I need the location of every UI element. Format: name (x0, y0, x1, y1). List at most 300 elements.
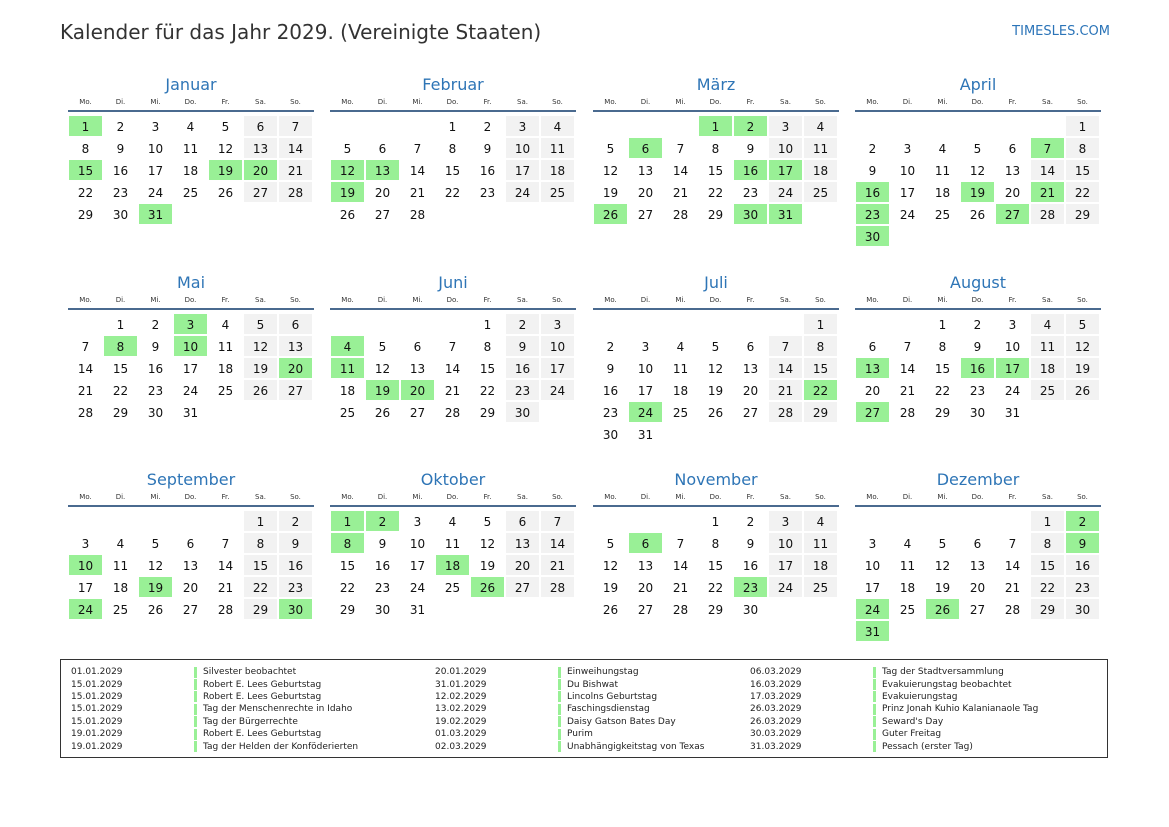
day-cell: 26 (339, 208, 356, 222)
legend-holiday-name: Evakuierungstag beobachtet (882, 679, 1012, 690)
day-cell: 21 (444, 384, 461, 398)
empty-cell (890, 115, 925, 137)
day-cell: 5 (243, 313, 278, 335)
day-cell: 21 (77, 384, 94, 398)
legend-holiday-name: Robert E. Lees Geburtstag (203, 691, 322, 702)
day-cell: 18 (540, 159, 575, 181)
month-2 (330, 75, 576, 225)
day-cell: 6 (746, 340, 755, 354)
day-cell: 12 (243, 335, 278, 357)
day-cell: 10 (505, 137, 540, 159)
day-cell: 17 (409, 559, 426, 573)
legend-color-marker (194, 729, 197, 740)
holiday-day-cell: 16 (855, 181, 890, 203)
legend-color-marker (558, 679, 561, 690)
weekday-label: Di. (902, 98, 913, 106)
day-cell: 20 (637, 581, 654, 595)
day-cell: 3 (768, 510, 803, 532)
day-cell: 25 (182, 186, 199, 200)
day-cell: 7 (676, 537, 685, 551)
day-cell: 15 (444, 164, 461, 178)
day-cell: 13 (243, 137, 278, 159)
empty-cell (365, 313, 400, 335)
holiday-day-cell: 20 (243, 159, 278, 181)
day-cell: 26 (602, 603, 619, 617)
day-cell: 30 (1065, 598, 1100, 620)
weekday-label: Do. (971, 98, 984, 106)
day-cell: 16 (742, 559, 759, 573)
legend-row (750, 691, 1038, 703)
day-cell: 11 (934, 164, 951, 178)
day-cell: 3 (1008, 318, 1017, 332)
holiday-day-cell: 20 (400, 379, 435, 401)
legend-color-marker (194, 716, 197, 727)
day-cell: 17 (77, 581, 94, 595)
day-cell: 9 (746, 537, 755, 551)
day-cell: 2 (746, 515, 755, 529)
day-cell: 27 (505, 576, 540, 598)
weekday-label: Fr. (483, 296, 492, 304)
legend-color-marker (873, 691, 876, 702)
day-cell: 12 (479, 537, 496, 551)
day-cell: 9 (116, 142, 125, 156)
day-cell: 10 (899, 164, 916, 178)
empty-cell (663, 115, 698, 137)
day-grid (855, 510, 1100, 642)
day-cell: 30 (505, 401, 540, 423)
day-grid (593, 115, 838, 225)
day-cell: 11 (182, 142, 199, 156)
day-cell: 23 (278, 576, 313, 598)
holiday-day-cell: 24 (628, 401, 663, 423)
legend-date: 19.02.2029 (435, 716, 487, 727)
day-cell: 27 (182, 603, 199, 617)
day-cell: 6 (973, 537, 982, 551)
day-cell: 1 (1030, 510, 1065, 532)
day-cell: 28 (444, 406, 461, 420)
weekday-label: Mi. (937, 98, 948, 106)
day-cell: 4 (540, 115, 575, 137)
legend-color-marker (194, 691, 197, 702)
day-cell: 2 (868, 142, 877, 156)
day-cell: 22 (707, 581, 724, 595)
day-cell: 15 (1065, 159, 1100, 181)
day-cell: 6 (868, 340, 877, 354)
day-cell: 23 (969, 384, 986, 398)
empty-cell (855, 313, 890, 335)
legend-date: 15.01.2029 (71, 704, 123, 715)
legend-holiday-name: Tag der Menschenrechte in Idaho (203, 704, 353, 715)
day-cell: 23 (602, 406, 619, 420)
legend-color-marker (558, 691, 561, 702)
month-1 (68, 75, 314, 225)
month-7 (593, 273, 839, 445)
day-cell: 24 (899, 208, 916, 222)
holiday-day-cell: 10 (68, 554, 103, 576)
weekday-label: Mo. (79, 493, 92, 501)
weekday-label: Do. (709, 296, 722, 304)
weekday-header (593, 294, 839, 310)
day-cell: 2 (278, 510, 313, 532)
legend-date: 31.01.2029 (435, 679, 487, 690)
day-cell: 9 (973, 340, 982, 354)
day-cell: 9 (505, 335, 540, 357)
weekday-label: So. (552, 493, 563, 501)
day-cell: 18 (217, 362, 234, 376)
day-cell: 17 (505, 159, 540, 181)
day-cell: 18 (112, 581, 129, 595)
day-cell: 27 (637, 603, 654, 617)
weekday-label: Do. (446, 98, 459, 106)
weekday-label: Fr. (746, 493, 755, 501)
day-cell: 3 (903, 142, 912, 156)
day-cell: 17 (182, 362, 199, 376)
day-cell: 4 (903, 537, 912, 551)
day-cell: 10 (637, 362, 654, 376)
day-cell: 7 (221, 537, 230, 551)
weekday-label: Mi. (937, 296, 948, 304)
day-cell: 15 (243, 554, 278, 576)
day-cell: 14 (1004, 559, 1021, 573)
holiday-day-cell: 22 (803, 379, 838, 401)
day-cell: 8 (243, 532, 278, 554)
legend-holiday-name: Seward's Day (882, 716, 944, 727)
legend-row (750, 716, 1038, 728)
holiday-day-cell: 30 (278, 598, 313, 620)
day-cell: 9 (483, 142, 492, 156)
day-cell: 7 (903, 340, 912, 354)
holiday-day-cell: 3 (173, 313, 208, 335)
day-cell: 13 (742, 362, 759, 376)
day-cell: 26 (243, 379, 278, 401)
day-cell: 7 (540, 510, 575, 532)
legend-row (71, 666, 358, 678)
day-cell: 24 (182, 384, 199, 398)
legend-date: 26.03.2029 (750, 704, 802, 715)
legend-date: 30.03.2029 (750, 729, 802, 740)
day-cell: 28 (672, 208, 689, 222)
day-cell: 8 (483, 340, 492, 354)
day-grid (593, 510, 838, 620)
day-cell: 1 (243, 510, 278, 532)
weekday-label: So. (1077, 98, 1088, 106)
holiday-day-cell: 11 (330, 357, 365, 379)
day-cell: 11 (112, 559, 129, 573)
weekday-label: Fr. (221, 493, 230, 501)
month-12 (855, 470, 1101, 642)
month-name: März (696, 75, 736, 94)
legend-holiday-name: Tag der Stadtversammlung (882, 667, 1004, 678)
weekday-label: Fr. (221, 98, 230, 106)
day-cell: 30 (112, 208, 129, 222)
day-cell: 28 (278, 181, 313, 203)
day-cell: 22 (707, 186, 724, 200)
day-cell: 23 (1065, 576, 1100, 598)
holiday-day-cell: 31 (138, 203, 173, 225)
legend-holiday-name: Daisy Gatson Bates Day (567, 716, 676, 727)
day-cell: 31 (1004, 406, 1021, 420)
day-cell: 13 (1004, 164, 1021, 178)
day-cell: 28 (672, 603, 689, 617)
empty-cell (68, 510, 103, 532)
empty-cell (768, 313, 803, 335)
day-cell: 16 (112, 164, 129, 178)
day-cell: 16 (278, 554, 313, 576)
day-cell: 4 (221, 318, 230, 332)
day-cell: 31 (637, 428, 654, 442)
legend-date: 17.03.2029 (750, 691, 802, 702)
weekday-label: Fr. (483, 98, 492, 106)
day-cell: 2 (505, 313, 540, 335)
day-cell: 2 (151, 318, 160, 332)
legend-row (750, 703, 1038, 715)
day-cell: 27 (409, 406, 426, 420)
day-cell: 3 (81, 537, 90, 551)
legend-color-marker (194, 704, 197, 715)
empty-cell (330, 313, 365, 335)
weekday-label: Di. (902, 493, 913, 501)
day-cell: 6 (413, 340, 422, 354)
weekday-header (855, 491, 1101, 507)
weekday-label: Mi. (412, 296, 423, 304)
month-name: August (950, 273, 1006, 292)
day-cell: 3 (151, 120, 160, 134)
day-cell: 29 (1030, 598, 1065, 620)
holiday-legend (60, 659, 1108, 758)
day-cell: 27 (278, 379, 313, 401)
legend-row (435, 703, 704, 715)
day-cell: 10 (540, 335, 575, 357)
weekday-label: Di. (640, 296, 651, 304)
day-cell: 13 (278, 335, 313, 357)
month-4 (855, 75, 1101, 247)
legend-holiday-name: Evakuierungstag (882, 691, 958, 702)
day-cell: 13 (409, 362, 426, 376)
empty-cell (855, 510, 890, 532)
weekday-header (593, 96, 839, 112)
holiday-day-cell: 16 (733, 159, 768, 181)
weekday-label: Mo. (866, 296, 879, 304)
day-cell: 26 (1065, 379, 1100, 401)
empty-cell (593, 510, 628, 532)
day-cell: 31 (182, 406, 199, 420)
day-cell: 30 (602, 428, 619, 442)
day-grid (855, 313, 1100, 423)
weekday-header (855, 96, 1101, 112)
month-3 (593, 75, 839, 225)
holiday-day-cell: 19 (330, 181, 365, 203)
day-cell: 28 (540, 576, 575, 598)
legend-date: 26.03.2029 (750, 716, 802, 727)
holiday-day-cell: 4 (330, 335, 365, 357)
weekday-label: Do. (446, 296, 459, 304)
holiday-day-cell: 13 (855, 357, 890, 379)
day-grid (68, 313, 313, 423)
holiday-day-cell: 31 (768, 203, 803, 225)
day-cell: 25 (217, 384, 234, 398)
day-cell: 6 (186, 537, 195, 551)
day-cell: 3 (505, 115, 540, 137)
day-cell: 23 (479, 186, 496, 200)
day-cell: 29 (112, 406, 129, 420)
day-cell: 1 (1065, 115, 1100, 137)
month-9 (68, 470, 314, 620)
weekday-label: Di. (115, 296, 126, 304)
day-cell: 14 (1030, 159, 1065, 181)
weekday-label: Do. (709, 98, 722, 106)
legend-holiday-name: Robert E. Lees Geburtstag (203, 729, 322, 740)
day-cell: 14 (444, 362, 461, 376)
empty-cell (593, 115, 628, 137)
holiday-day-cell: 19 (138, 576, 173, 598)
legend-color-marker (873, 679, 876, 690)
day-cell: 21 (899, 384, 916, 398)
holiday-day-cell: 7 (1030, 137, 1065, 159)
weekday-label: Di. (377, 296, 388, 304)
day-cell: 17 (637, 384, 654, 398)
day-cell: 5 (483, 515, 492, 529)
legend-color-marker (873, 667, 876, 678)
empty-cell (365, 115, 400, 137)
day-cell: 25 (803, 576, 838, 598)
weekday-label: Mi. (675, 296, 686, 304)
weekday-label: So. (1077, 493, 1088, 501)
weekday-label: Mi. (412, 493, 423, 501)
weekday-label: Sa. (255, 296, 266, 304)
day-cell: 3 (413, 515, 422, 529)
legend-row (71, 678, 358, 690)
day-cell: 27 (742, 406, 759, 420)
day-cell: 31 (409, 603, 426, 617)
weekday-label: Mo. (604, 493, 617, 501)
day-cell: 3 (768, 115, 803, 137)
legend-row (435, 666, 704, 678)
day-cell: 1 (483, 318, 492, 332)
day-cell: 15 (934, 362, 951, 376)
holiday-day-cell: 13 (365, 159, 400, 181)
day-cell: 29 (339, 603, 356, 617)
day-cell: 4 (1030, 313, 1065, 335)
weekday-label: Mo. (341, 493, 354, 501)
month-11 (593, 470, 839, 620)
day-cell: 24 (540, 379, 575, 401)
weekday-label: Di. (115, 493, 126, 501)
day-cell: 11 (217, 340, 234, 354)
holiday-day-cell: 6 (628, 532, 663, 554)
day-grid (330, 510, 575, 620)
day-cell: 15 (803, 357, 838, 379)
holiday-day-cell: 2 (365, 510, 400, 532)
day-cell: 5 (343, 142, 352, 156)
weekday-label: So. (552, 296, 563, 304)
holiday-day-cell: 15 (68, 159, 103, 181)
legend-holiday-name: Robert E. Lees Geburtstag (203, 679, 322, 690)
site-brand-link[interactable]: TIMESLES.COM (1012, 24, 1110, 39)
day-cell: 4 (448, 515, 457, 529)
holiday-day-cell: 10 (173, 335, 208, 357)
holiday-day-cell: 23 (733, 576, 768, 598)
legend-date: 15.01.2029 (71, 691, 123, 702)
weekday-label: Sa. (517, 296, 528, 304)
day-cell: 6 (505, 510, 540, 532)
holiday-day-cell: 17 (768, 159, 803, 181)
weekday-label: Do. (971, 493, 984, 501)
day-cell: 10 (409, 537, 426, 551)
day-cell: 11 (1030, 335, 1065, 357)
day-cell: 30 (147, 406, 164, 420)
day-cell: 14 (899, 362, 916, 376)
day-cell: 12 (707, 362, 724, 376)
day-cell: 16 (505, 357, 540, 379)
empty-cell (103, 510, 138, 532)
day-cell: 25 (339, 406, 356, 420)
weekday-label: Mi. (150, 493, 161, 501)
day-cell: 20 (1004, 186, 1021, 200)
day-cell: 4 (186, 120, 195, 134)
day-cell: 9 (151, 340, 160, 354)
day-grid (330, 115, 575, 225)
day-cell: 10 (864, 559, 881, 573)
day-cell: 1 (116, 318, 125, 332)
day-cell: 30 (969, 406, 986, 420)
day-cell: 21 (768, 379, 803, 401)
legend-row (750, 728, 1038, 740)
legend-color-marker (558, 716, 561, 727)
day-cell: 22 (77, 186, 94, 200)
legend-holiday-name: Pessach (erster Tag) (882, 741, 973, 752)
day-cell: 12 (602, 559, 619, 573)
day-cell: 18 (339, 384, 356, 398)
legend-date: 19.01.2029 (71, 729, 123, 740)
holiday-day-cell: 2 (733, 115, 768, 137)
day-cell: 4 (938, 142, 947, 156)
day-cell: 13 (969, 559, 986, 573)
holiday-day-cell: 26 (470, 576, 505, 598)
day-cell: 7 (768, 335, 803, 357)
weekday-label: So. (290, 493, 301, 501)
empty-cell (698, 313, 733, 335)
day-cell: 9 (278, 532, 313, 554)
day-cell: 22 (112, 384, 129, 398)
day-cell: 6 (378, 142, 387, 156)
day-cell: 10 (147, 142, 164, 156)
legend-date: 01.01.2029 (71, 667, 123, 678)
empty-cell (1030, 115, 1065, 137)
day-cell: 25 (899, 603, 916, 617)
day-cell: 19 (934, 581, 951, 595)
day-cell: 29 (803, 401, 838, 423)
day-cell: 26 (969, 208, 986, 222)
holiday-day-cell: 19 (365, 379, 400, 401)
holiday-day-cell: 21 (1030, 181, 1065, 203)
weekday-label: Di. (640, 98, 651, 106)
empty-cell (995, 115, 1030, 137)
weekday-label: So. (815, 296, 826, 304)
weekday-label: Do. (709, 493, 722, 501)
empty-cell (400, 115, 435, 137)
weekday-label: Fr. (746, 296, 755, 304)
legend-row (71, 691, 358, 703)
day-cell: 16 (374, 559, 391, 573)
day-cell: 11 (803, 137, 838, 159)
day-cell: 14 (672, 164, 689, 178)
day-cell: 25 (803, 181, 838, 203)
holiday-day-cell: 1 (698, 115, 733, 137)
day-cell: 15 (707, 164, 724, 178)
day-cell: 25 (934, 208, 951, 222)
day-cell: 14 (768, 357, 803, 379)
holiday-day-cell: 24 (68, 598, 103, 620)
